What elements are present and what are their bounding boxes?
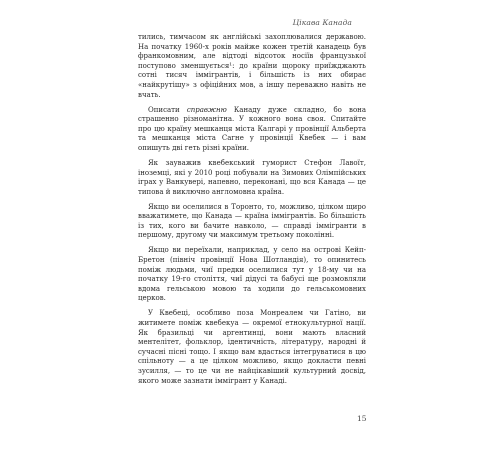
paragraph-2: [138, 106, 366, 154]
paragraph-3: [138, 159, 366, 197]
running-header: Цікава Канада: [292, 18, 352, 27]
paragraph-1: [138, 33, 366, 100]
paragraph-5: [138, 246, 366, 304]
paragraph-4: [138, 203, 366, 241]
page-number: 15: [357, 414, 367, 423]
paragraph-6: [138, 309, 366, 386]
paragraph-4-text: Якщо ви оселилися в Торонто, то, можливо, цілком щиро вважатимете, що Канада — країна іммігрантів. Бо більшість із тих, кого ви бачите навколо, — справді іммігранти в першому, другому чи максимум третьому поколінні.: [138, 202, 366, 240]
paragraph-2-text-start: Описати: [148, 105, 187, 114]
paragraph-6-text: У Квебеці, особливо поза Монреалем чи Гатіно, ви житимете поміж квебекуа — окремої етнокультурної нації. Як бразильці чи аргентинці, вони мають власний ментелітет, фольклор, ідентичність, літературу, народні й сучасні пісні тощо. І якщо вам вдасться інтегруватися в цю спільноту — а це цілком можливо, якщо докласти певні зусилля, — то це чи не найцікавіший культурний досвід, якого може зазнати іммігрант у Канаді.: [138, 309, 366, 385]
body-text: [138, 33, 366, 386]
paragraph-2-text-end: Канаду дуже складно, бо вона страшенно різноманітна. У кожного вона своя. Спитайте про цю країну мешканця міста Калгарі у провінції Альберта та мешканця міста Сагне у провінції Квебек — і вам опишуть дві геть різні країни.: [138, 105, 367, 152]
paragraph-2-emphasis: справжню: [186, 105, 227, 114]
paragraph-3-text: Як зауважив квебекський гуморист Стефон Лавоїт, іноземці, які у 2010 році побували на Зимових Олімпійських іграх у Ванкувері, напевно, переконані, що вся Канада — це типова й виключно англомовна країна.: [138, 158, 366, 196]
paragraph-5-text: Якщо ви переїхали, наприклад, у село на острові Кейп-Бретон (північ провінції Нова Шотландія), то опинитесь поміж людьми, чиї предки оселилися тут у 18-му чи на початку 19-го століття, чиї дідусі та бабусі ще розмовляли вдома гельською мовою та ходили до гельськомовних церков.: [138, 246, 366, 303]
paragraph-1-text: тились, тимчасом як англійські захоплювалися державою. На початку 1960-х років майже кожен третій канадець був франкомовним, але відтоді відсоток носіїв французької поступово зменшується¹: до країни щороку приїжджають сотні тисяч іммігрантів, і більшість із них обирає «найкрутішу» з офіційних мов, а іншу переважно навіть не вчать.: [138, 33, 366, 99]
